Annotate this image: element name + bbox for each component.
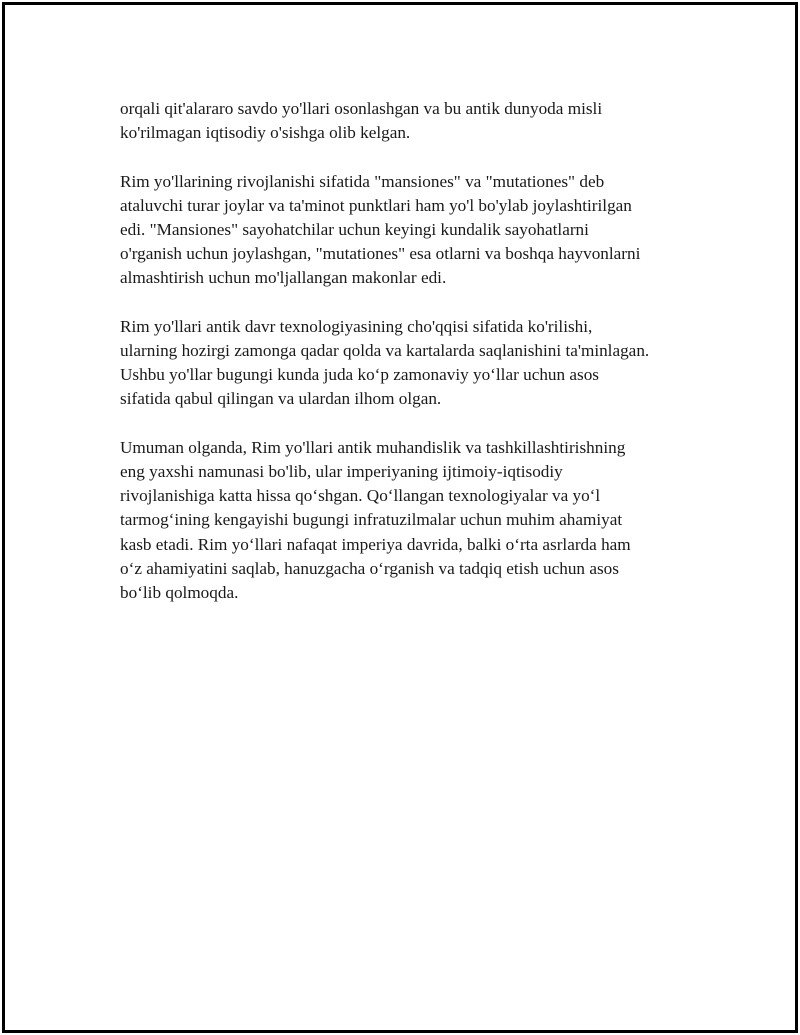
paragraph-conclusion xyxy=(120,436,710,605)
text-line: ko'rilmagan iqtisodiy o'sishga olib kelgan. xyxy=(120,123,411,143)
text-line: Rim yo'llarining rivojlanishi sifatida "mansiones" va "mutationes" deb xyxy=(120,171,605,191)
text-line: almashtirish uchun mo'ljallangan makonlar edi. xyxy=(120,268,447,288)
text-line: tarmog‘ining kengayishi bugungi infratuzilmalar uchun muhim ahamiyat xyxy=(120,510,623,530)
text-line: Ushbu yo'llar bugungi kunda juda ko‘p zamonaviy yo‘llar uchun asos xyxy=(120,365,600,385)
paragraph-technology xyxy=(120,315,710,412)
text-line: ularning hozirgi zamonga qadar qolda va kartalarda saqlanishini ta'minlagan. xyxy=(120,341,650,360)
text-line: o'rganish uchun joylashgan, "mutationes" esa otlarni va boshqa hayvonlarni xyxy=(120,244,641,264)
paragraph-trade-routes xyxy=(120,97,710,145)
text-line: rivojlanishiga katta hissa qo‘shgan. Qo‘llangan texnologiyalar va yo‘l xyxy=(120,486,601,506)
text-line: ataluvchi turar joylar va ta'minot punktlari ham yo'l bo'ylab joylashtirilgan xyxy=(120,195,632,215)
document-body xyxy=(120,97,710,629)
text-line: Umuman olganda, Rim yo'llari antik muhandislik va tashkillashtirishning xyxy=(120,437,626,457)
text-line: kasb etadi. Rim yo‘llari nafaqat imperiya davrida, balki o‘rta asrlarda ham xyxy=(120,534,631,554)
page-frame xyxy=(2,2,798,1033)
text-line: o‘z ahamiyatini saqlab, hanuzgacha o‘rganish va tadqiq etish uchun asos xyxy=(120,558,619,578)
text-line: sifatida qabul qilingan va ulardan ilhom olgan. xyxy=(120,389,442,409)
text-line: bo‘lib qolmoqda. xyxy=(120,583,239,603)
text-line: orqali qit'alararo savdo yo'llari osonlashgan va bu antik dunyoda misli xyxy=(120,99,603,118)
text-line: edi. "Mansiones" sayohatchilar uchun keyingi kundalik sayohatlarni xyxy=(120,220,589,239)
text-line: Rim yo'llari antik davr texnologiyasining cho'qqisi sifatida ko'rilishi, xyxy=(120,316,593,336)
text-line: eng yaxshi namunasi bo'lib, ular imperiyaning ijtimoiy-iqtisodiy xyxy=(120,462,563,481)
paragraph-mansiones-mutationes xyxy=(120,170,710,291)
